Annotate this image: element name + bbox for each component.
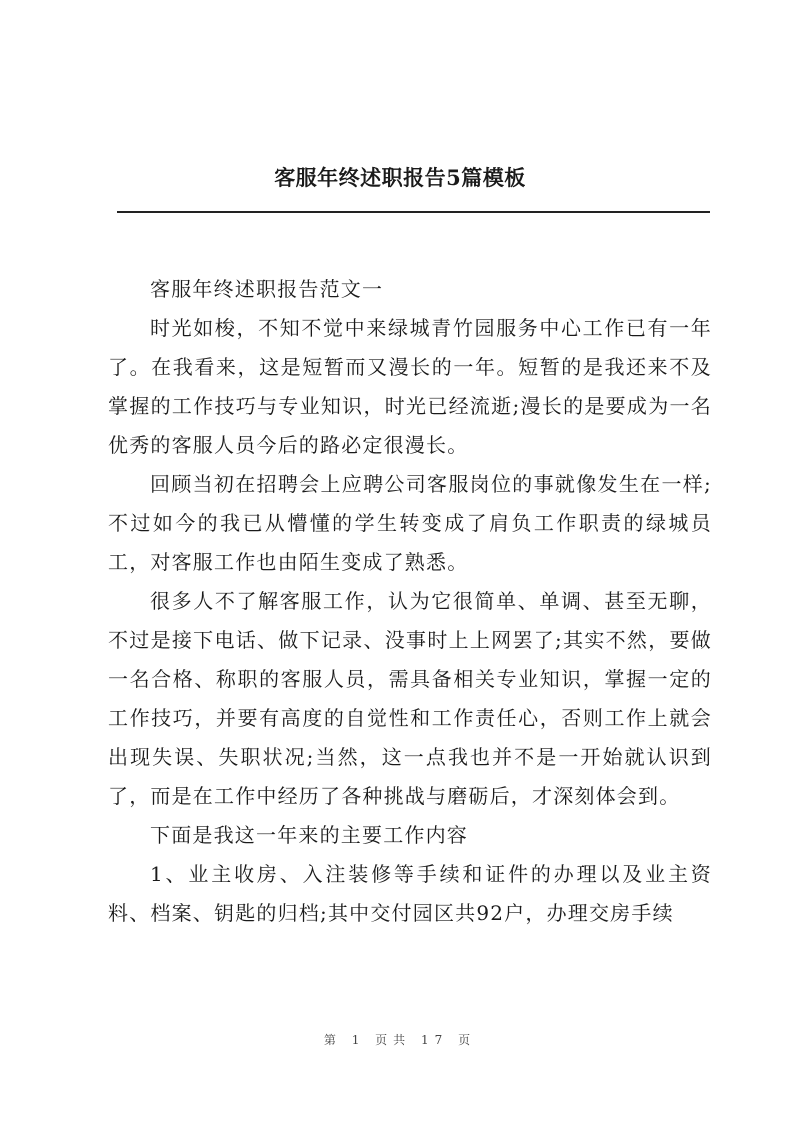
document-title: 客服年终述职报告5篇模板 — [274, 165, 526, 190]
document-body — [108, 270, 712, 933]
paragraph: 1、业主收房、入注装修等手续和证件的办理以及业主资料、档案、钥匙的归档;其中交付园区共92户，办理交房手续 — [108, 862, 712, 925]
paragraph: 回顾当初在招聘会上应聘公司客服岗位的事就像发生在一样;不过如今的我已从懵懂的学生转变成了肩负工作职责的绿城员工，对客服工作也由陌生变成了熟悉。 — [108, 472, 712, 574]
section-heading: 客服年终述职报告范文一 — [150, 277, 384, 301]
title-underline — [117, 211, 710, 213]
page-number-footer: 第 1 页共 17 页 — [323, 1033, 477, 1047]
paragraph: 很多人不了解客服工作，认为它很简单、单调、甚至无聊，不过是接下电话、做下记录、没事时上上网罢了;其实不然，要做一名合格、称职的客服人员，需具备相关专业知识，掌握一定的工作技巧，并要有高度的自觉性和工作责任心，否则工作上就会出现失误、失职状况;当然，这一点我也并不是一开始就认识到了，而是在工作中经历了各种挑战与磨砺后，才深刻体会到。 — [108, 589, 712, 808]
paragraph: 时光如梭，不知不觉中来绿城青竹园服务中心工作已有一年了。在我看来，这是短暂而又漫长的一年。短暂的是我还来不及掌握的工作技巧与专业知识，时光已经流逝;漫长的是要成为一名优秀的客服人员今后的路必定很漫长。 — [108, 316, 712, 457]
paragraph: 下面是我这一年来的主要工作内容 — [150, 823, 468, 847]
